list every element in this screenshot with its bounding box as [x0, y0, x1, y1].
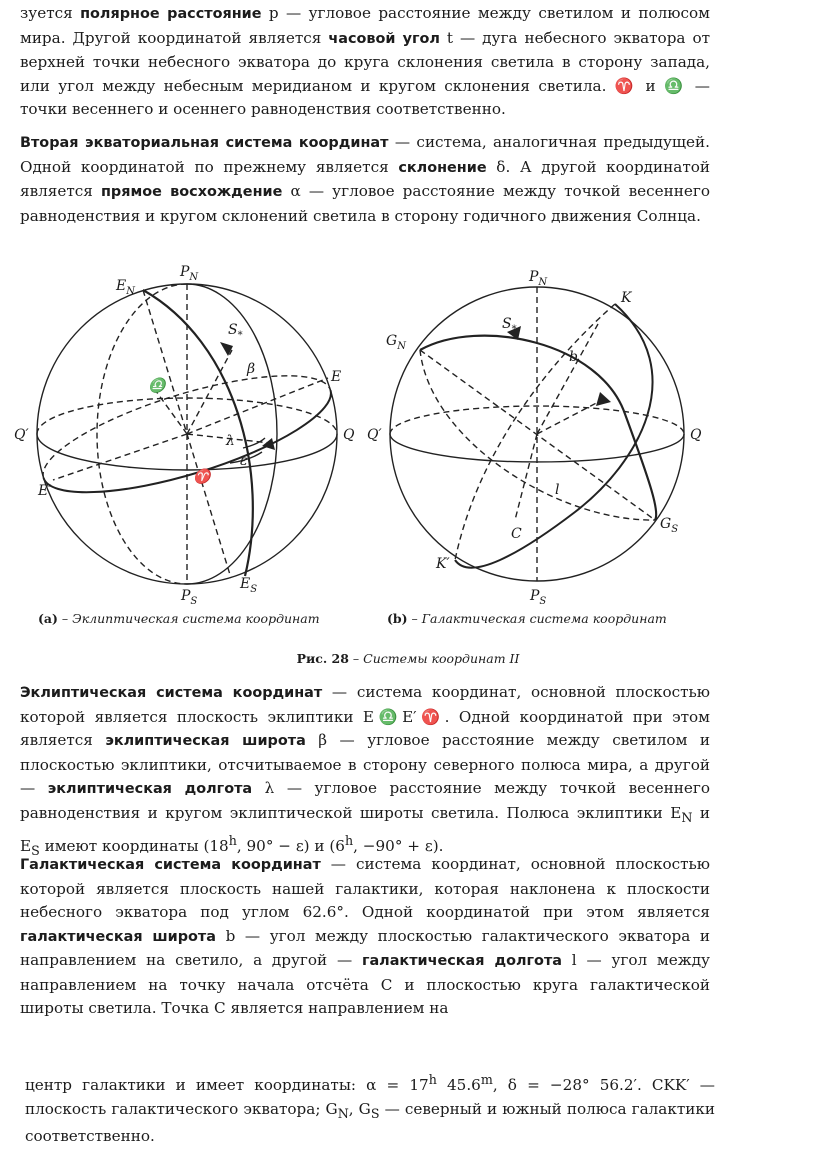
label-autumn-equinox-a: ♎	[148, 378, 166, 394]
label-spring-equinox-a: ♈	[193, 469, 211, 485]
label-lambda: λ	[226, 433, 235, 449]
label-b: b	[569, 349, 578, 365]
diagram-galactic-labels	[367, 269, 702, 607]
term-galactic-latitude: галактическая широта	[20, 928, 216, 945]
figure-caption: Рис. 28 – Системы координат II	[296, 651, 520, 666]
paragraph-ecliptic-system: Эклиптическая система координат — система координат, основной плоскостью которой является плоскость эклиптики E♎E′♈. Одной координатой при этом является эклиптическая широта β — угловое расстояние между светилом и плоскостью эклиптики, отсчитываемое в сторону северного полюса мира, а другой — эклиптическая долгота λ — угловое расстояние между точкой весеннего равноденствия и кругом эклиптической широты светила. Полюса эклиптики $E_N$ и $E_S$ имеют координаты (18$^h$, 90° − ε) и ($6^h$, −90° + ε).	[20, 683, 710, 859]
label-ecliptic-north-pole: $E_N$	[116, 278, 135, 297]
term-right-ascension: прямое восхождение	[100, 184, 283, 200]
term-galactic-longitude: галактическая долгота	[361, 953, 562, 969]
term-ecliptic-system: Эклиптическая система координат	[20, 685, 323, 701]
label-K-prime: K′	[436, 556, 450, 572]
label-Q-b: Q	[690, 427, 702, 443]
label-C: C	[511, 526, 522, 542]
label-l: l	[555, 482, 560, 498]
label-star: $S_*$	[228, 322, 243, 341]
label-galactic-south-pole: $G_S$	[660, 516, 679, 535]
label-galactic-north-pole: $G_N$	[386, 333, 406, 352]
label-Q-prime-a: Q′	[14, 427, 29, 443]
diagram-galactic	[390, 287, 684, 581]
term-declination: склонение	[398, 159, 487, 176]
diagram-ecliptic	[32, 284, 342, 584]
label-epsilon: ε	[240, 453, 248, 469]
label-star-b: $S_*$	[502, 316, 517, 335]
term-galactic-system: Галактическая система координат	[20, 857, 321, 873]
paragraph-polar-distance: зуется полярное расстояние p — угловое расстояние между светилом и полюсом мира. Другой координатой является часовой угол t — дуга небесного экватора от верхней точки небесного экватора до круга склонения светила в сторону запада, или угол между небесным меридианом и кругом склонения светила. ♈ и ♎ — точки весеннего и осеннего равноденствия соответственно.	[20, 4, 710, 118]
subcaption-a: (a) – Эклиптическая система координат	[38, 611, 320, 626]
paragraph-galactic-system: Галактическая система координат — система координат, основной плоскостью которой является плоскость нашей галактики, которая наклонена к плоскости небесного экватора под углом 62.6°. Одной координатой при этом является галактическая широта b — угол между плоскостью галактического экватора и направлением на светило, а другой — галактическая долгота l — угол между направлением на точку начала отсчёта C и плоскостью круга галактической широты светила. Точка C является направлением на	[20, 855, 710, 1017]
paragraph-galactic-center: центр галактики и имеет координаты: $\alpha = 17^h$ 45.6$^m$, δ = −28° 56.2′. CKK′ — плоскость галактического экватора; $G_N$, $G_S$ — северный и южный полюса галактики соответственно.	[25, 1072, 715, 1146]
term-ecliptic-longitude: эклиптическая долгота	[47, 781, 253, 797]
label-north-celestial-pole-b: $P_N$	[529, 269, 548, 288]
label-Q-prime-b: Q′	[367, 427, 382, 443]
term-polar-distance: полярное расстояние	[80, 6, 262, 22]
label-E: E	[331, 369, 342, 385]
paragraph-second-equatorial-system: Вторая экваториальная система координат — система, аналогичная предыдущей. Одной координатой по прежнему является склонение δ. А другой координатой является прямое восхождение α — угловое расстояние между точкой весеннего равноденствия и кругом склонений светила в сторону годичного движения Солнца.	[20, 133, 710, 225]
label-north-celestial-pole: $P_N$	[180, 264, 199, 283]
label-south-celestial-pole-b: $P_S$	[530, 588, 547, 607]
subcaption-b: (b) – Галактическая система координат	[387, 611, 667, 626]
figure-coordinate-systems	[0, 262, 816, 612]
label-beta: β	[247, 361, 256, 377]
term-second-equatorial-system: Вторая экваториальная система координат	[20, 135, 389, 151]
label-K: K	[621, 290, 632, 306]
label-ecliptic-south-pole: $E_S$	[240, 576, 258, 595]
label-E-prime: E′	[38, 483, 52, 499]
term-hour-angle: часовой угол	[328, 30, 440, 47]
term-ecliptic-latitude: эклиптическая широта	[105, 733, 306, 749]
label-south-celestial-pole-a: $P_S$	[181, 588, 198, 607]
label-Q-a: Q	[343, 427, 355, 443]
